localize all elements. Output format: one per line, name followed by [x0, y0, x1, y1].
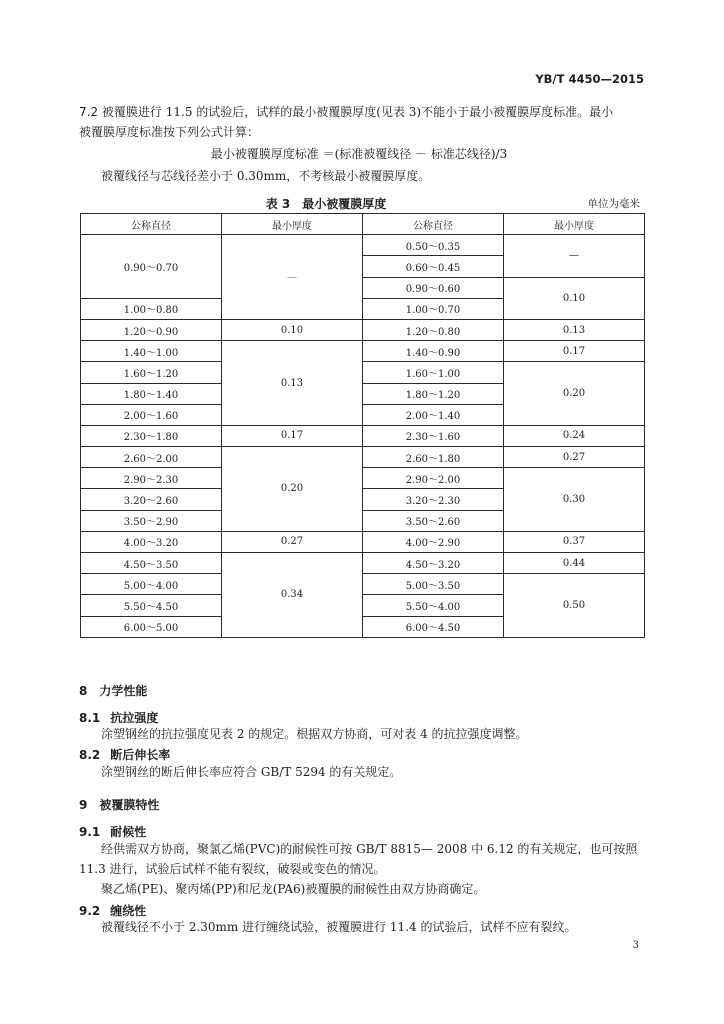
diameter-cell: 0.90～0.70 [81, 235, 222, 299]
diameter-cell: 2.00～1.60 [81, 404, 222, 425]
table-unit: 单位为毫米 [587, 198, 640, 210]
table-header-row [81, 214, 645, 235]
header-cell: 公称直径 [81, 214, 222, 235]
diameter-cell: 0.50～0.35 [363, 235, 504, 256]
subsection-8-2-heading [79, 746, 170, 763]
diameter-cell: 5.50～4.50 [81, 595, 222, 616]
subsection-title: 断后伸长率 [110, 748, 171, 762]
thickness-cell: 0.17 [222, 425, 363, 446]
diameter-cell: 2.60～1.80 [363, 447, 504, 468]
diameter-cell: 3.50～2.60 [363, 510, 504, 531]
thickness-cell: 0.34 [222, 553, 363, 638]
subsection-9-2-text: 被覆线径不小于 2.30mm 进行缠绕试验，被覆膜进行 11.4 的试验后，试样不应有裂纹。 [101, 920, 577, 934]
subsection-8-1-text: 涂塑钢丝的抗拉强度见表 2 的规定。根据双方协商，可对表 4 的抗拉强度调整。 [101, 727, 528, 741]
table-row [81, 341, 645, 362]
table-row [81, 447, 645, 468]
diameter-cell: 0.60～0.45 [363, 256, 504, 277]
diameter-cell: 5.00～3.50 [363, 574, 504, 595]
diameter-cell: 2.90～2.30 [81, 468, 222, 489]
table-row [81, 319, 645, 340]
subsection-8-1-heading [79, 709, 158, 726]
page-number: 3 [632, 940, 639, 951]
subsection-9-2-heading [79, 902, 146, 919]
diameter-cell: 5.00～4.00 [81, 574, 222, 595]
diameter-cell: 4.00～2.90 [363, 531, 504, 552]
thickness-cell: — [222, 235, 363, 320]
table-row [81, 574, 645, 595]
thickness-cell: 0.24 [504, 425, 645, 446]
table-row [81, 362, 645, 383]
header-cell: 公称直径 [363, 214, 504, 235]
subsection-title: 耐候性 [110, 825, 147, 839]
diameter-cell: 3.20～2.60 [81, 489, 222, 510]
thickness-cell: 0.13 [504, 319, 645, 340]
clause-number: 7.2 [79, 105, 99, 119]
diameter-cell: 2.60～2.00 [81, 447, 222, 468]
subsection-9-1-text-line2: 11.3 进行，试验后试样不能有裂纹，破裂或变色的情况。 [79, 862, 386, 876]
subsection-8-2-text: 涂塑钢丝的断后伸长率应符合 GB/T 5294 的有关规定。 [101, 765, 402, 779]
thickness-table [80, 213, 645, 638]
diameter-cell: 6.00～4.50 [363, 616, 504, 637]
diameter-cell: 3.50～2.90 [81, 510, 222, 531]
header-cell: 最小厚度 [504, 214, 645, 235]
subsection-9-1-text-line3: 聚乙烯(PE)、聚丙烯(PP)和尼龙(PA6)被覆膜的耐候性由双方协商确定。 [101, 882, 486, 896]
section-number: 9 [79, 798, 88, 812]
thickness-cell: 0.27 [222, 531, 363, 552]
thickness-cell: 0.27 [504, 447, 645, 468]
subsection-title: 缠绕性 [110, 904, 147, 918]
subsection-number: 9.2 [79, 904, 101, 918]
section-8-heading [79, 682, 147, 699]
table-row [81, 553, 645, 574]
subsection-title: 抗拉强度 [110, 711, 159, 725]
diameter-cell: 1.20～0.80 [363, 319, 504, 340]
diameter-cell: 1.60～1.20 [81, 362, 222, 383]
diameter-cell: 4.50～3.50 [81, 553, 222, 574]
header-cell: 最小厚度 [222, 214, 363, 235]
formula: 最小被覆膜厚度标准 ＝(标准被覆线径 － 标准芯线径)/3 [210, 147, 508, 161]
diameter-cell: 2.30～1.60 [363, 425, 504, 446]
table-row [81, 235, 645, 256]
diameter-cell: 1.00～0.80 [81, 298, 222, 319]
clause-text: 被覆膜进行 11.5 的试验后，试样的最小被覆膜厚度(见表 3)不能小于最小被覆膜厚度标准。最小 [101, 105, 614, 119]
subsection-9-1-text-line1: 经供需双方协商，聚氯乙烯(PVC)的耐候性可按 GB/T 8815— 2008 中 6.12 的有关规定，也可按照 [101, 842, 638, 856]
standard-id: YB/T 4450—2015 [535, 72, 644, 86]
diameter-cell: 1.40～1.00 [81, 341, 222, 362]
diameter-cell: 1.40～0.90 [363, 341, 504, 362]
diameter-cell: 2.90～2.00 [363, 468, 504, 489]
clause-7-2-line2: 被覆膜厚度标准按下列公式计算： [79, 125, 260, 139]
diameter-cell: 1.80～1.40 [81, 383, 222, 404]
diameter-cell: 2.30～1.80 [81, 425, 222, 446]
diameter-cell: 5.50～4.00 [363, 595, 504, 616]
diameter-cell: 2.00～1.40 [363, 404, 504, 425]
thickness-cell: 0.10 [504, 277, 645, 319]
diameter-cell: 1.20～0.90 [81, 319, 222, 340]
thickness-cell: 0.10 [222, 319, 363, 340]
thickness-cell: 0.37 [504, 531, 645, 552]
diameter-cell: 1.00～0.70 [363, 298, 504, 319]
diameter-cell: 3.20～2.30 [363, 489, 504, 510]
table-title: 表 3 最小被覆膜厚度 [265, 197, 387, 211]
clause-7-2-note: 被覆线径与芯线径差小于 0.30mm，不考核最小被覆膜厚度。 [101, 169, 431, 183]
subsection-number: 9.1 [79, 825, 101, 839]
thickness-cell: 0.17 [504, 341, 645, 362]
section-number: 8 [79, 684, 88, 698]
thickness-cell: — [504, 235, 645, 277]
table-row [81, 425, 645, 446]
thickness-cell: 0.20 [504, 362, 645, 426]
subsection-number: 8.2 [79, 748, 101, 762]
subsection-number: 8.1 [79, 711, 101, 725]
thickness-cell: 0.13 [222, 341, 363, 426]
section-title: 被覆膜特性 [99, 798, 160, 812]
diameter-cell: 1.80～1.20 [363, 383, 504, 404]
table-row [81, 468, 645, 489]
diameter-cell: 4.00～3.20 [81, 531, 222, 552]
section-9-heading [79, 796, 159, 813]
diameter-cell: 1.60～1.00 [363, 362, 504, 383]
thickness-cell: 0.20 [222, 447, 363, 532]
section-title: 力学性能 [99, 684, 148, 698]
diameter-cell: 4.50～3.20 [363, 553, 504, 574]
diameter-cell: 6.00～5.00 [81, 616, 222, 637]
table-row [81, 531, 645, 552]
clause-7-2-line1 [79, 104, 649, 121]
thickness-cell: 0.30 [504, 468, 645, 532]
subsection-9-1-heading [79, 823, 146, 840]
thickness-cell: 0.50 [504, 574, 645, 638]
diameter-cell: 0.90～0.60 [363, 277, 504, 298]
thickness-cell: 0.44 [504, 553, 645, 574]
